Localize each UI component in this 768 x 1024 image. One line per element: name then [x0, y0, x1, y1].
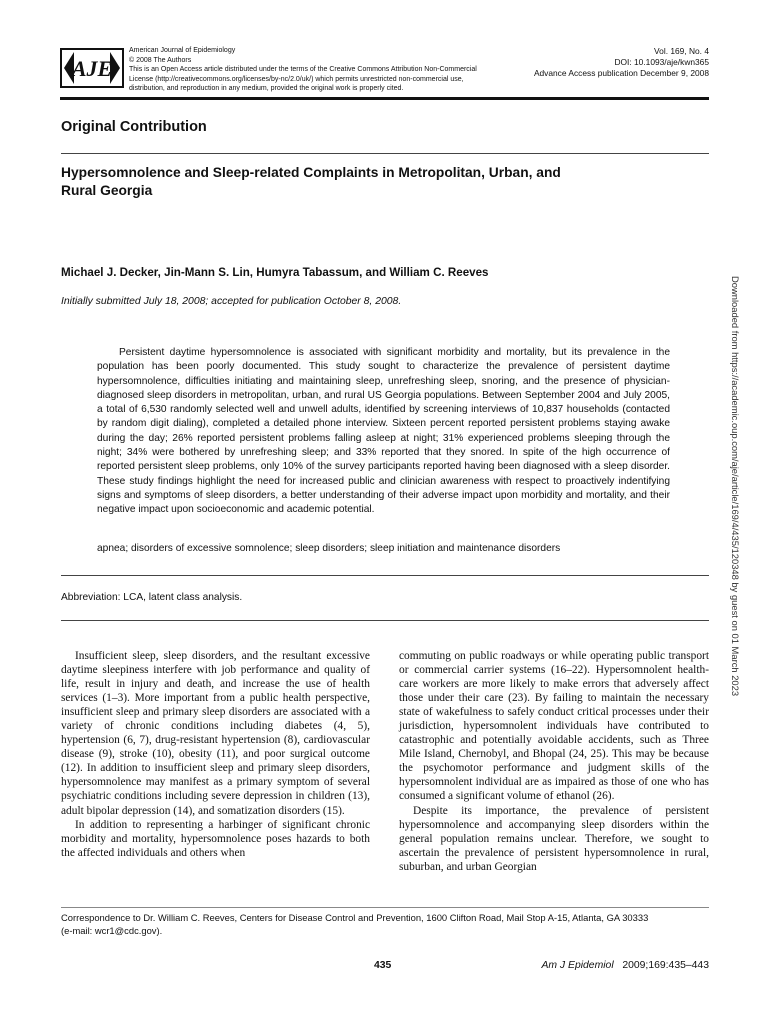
abbreviations: Abbreviation: LCA, latent class analysis.: [61, 592, 243, 603]
license-line: This is an Open Access article distributed under the terms of the Creative Commons Attribution Non-Commercial: [129, 66, 477, 74]
title-line: Hypersomnolence and Sleep-related Complaints in Metropolitan, Urban, and: [61, 165, 561, 180]
body-column-right: [399, 649, 709, 874]
article-title: [61, 164, 681, 200]
header-license-block: [129, 46, 504, 94]
authors: Michael J. Decker, Jin-Mann S. Lin, Humyra Tabassum, and William C. Reeves: [61, 266, 489, 279]
divider: [61, 620, 709, 621]
download-note: Downloaded from https://academic.oup.com/aje/article/169/4/435/120348 by guest on 01 March 2023: [730, 276, 741, 697]
page-number: 435: [374, 960, 392, 971]
logo-text: AJE: [71, 56, 113, 81]
citation-volume-pages: 2009;169:435–443: [622, 960, 709, 971]
body-paragraph: Despite its importance, the prevalence of persistent hypersomnolence and accompanying sleep disorders within the general population remains unclear. Therefore, we sought to ascertain the prevalence of persistent hypersomnolence in rural, suburban, and urban Georgian: [399, 804, 709, 873]
footnote-rule: [61, 907, 709, 908]
journal-logo: [60, 48, 124, 88]
body-paragraph: Insufficient sleep, sleep disorders, and the resultant excessive daytime sleepiness interfere with job performance and quality of life, result in injury and death, and increase the use of health services (1–3). More important from a public health perspective, insufficient sleep and primary sleep disorders are associated with a variety of chronic conditions including diabetes (4, 5), hypertension (6, 7), drug-resistant hypertension (8), cardiovascular disease (9), stroke (10), obesity (11), and poor surgical outcome (12). In addition to insufficient sleep and primary sleep disorders, hypersomnolence may manifest as a primary symptom of several psychiatric conditions including severe depression in children (13), adult bipolar depression (14), and somatization disorders (15).: [61, 650, 370, 817]
body-paragraph: commuting on public roadways or while operating public transport or commercial carrier systems (16–22). Hypersomnolent health-care workers are more likely to make errors that adversely affect those under their care (23). By failing to maintain the necessary state of wakefulness to safely conduct critical processes under their jurisdiction, hypersomnolent individuals have contributed to catastrophic and potentially avoidable accidents, such as Three Mile Island, Chernobyl, and Bhopal (24, 25). This may be because the psychomotor performance and judgment skills of the hypersomnolent individual are as impaired as those of one who has consumed a significant volume of ethanol (26).: [399, 650, 709, 803]
license-line: distribution, and reproduction in any medium, provided the original work is properly cited.: [129, 85, 404, 93]
correspondence-line: Correspondence to Dr. William C. Reeves, Centers for Disease Control and Prevention, 1600 Clifton Road, Mail Stop A-15, Atlanta, GA 30333: [61, 912, 649, 923]
journal-name: American Journal of Epidemiology: [129, 47, 236, 54]
body-column-left: [61, 649, 370, 860]
header-issue-info: [469, 46, 709, 79]
license-line: License (http://creativecommons.org/licenses/by-nc/2.0/uk/) which permits unrestricted non-commercial use,: [129, 75, 464, 83]
keywords: apnea; disorders of excessive somnolence; sleep disorders; sleep initiation and maintenance disorders: [97, 543, 561, 554]
citation-journal: Am J Epidemiol: [541, 960, 614, 971]
copyright-line: © 2008 The Authors: [129, 56, 192, 64]
divider: [61, 575, 709, 576]
title-line: Rural Georgia: [61, 183, 153, 198]
correspondence-line: (e-mail: wcr1@cdc.gov).: [61, 925, 163, 936]
volume-info: Vol. 169, No. 4: [654, 46, 709, 56]
correspondence-note: [61, 911, 711, 937]
section-label: Original Contribution: [61, 119, 207, 135]
doi: DOI: 10.1093/aje/kwn365: [614, 57, 709, 67]
body-paragraph: In addition to representing a harbinger of significant chronic morbidity and mortality, hypersomnolence poses hazards to both the affected individuals and others when: [61, 818, 370, 859]
abstract: Persistent daytime hypersomnolence is associated with significant morbidity and mortality, but its prevalence in the population has been poorly documented. This study sought to characterize the prevalence of persistent daytime hypersomnolence, difficulties initiating and maintaining sleep, unrefreshing sleep, snoring, and the presence of physician-diagnosed sleep disorders in metropolitan, urban, and rural US Georgia populations. Between September 2004 and July 2005, a total of 6,530 randomly selected well and unwell adults, identified by screening interviews of 10,837 households (contacted by random digit dialing), completed a detailed phone interview. Sixteen percent reported persistent problems staying awake during the day; 26% reported persistent problems falling asleep at night; 31% experienced problems sleeping through the night; 34% were bothered by unrefreshing sleep; and 33% reported that they snored. In spite of the high occurrence of reported persistent sleep problems, only 10% of the survey participants reported having been diagnosed with a sleep disorder. These study findings highlight the need for increased public and clinician awareness with respect to proactively indentifying signs and symptoms of sleep disorders, a better understanding of their adverse impact upon morbidity and mortality, and their negative impact upon socioeconomic and academic potential.: [97, 347, 670, 516]
journal-citation: [541, 960, 709, 971]
advance-access: Advance Access publication December 9, 2008: [533, 68, 709, 78]
header-rule: [60, 97, 709, 100]
submission-dates: Initially submitted July 18, 2008; accepted for publication October 8, 2008.: [61, 296, 402, 307]
divider: [61, 153, 709, 154]
